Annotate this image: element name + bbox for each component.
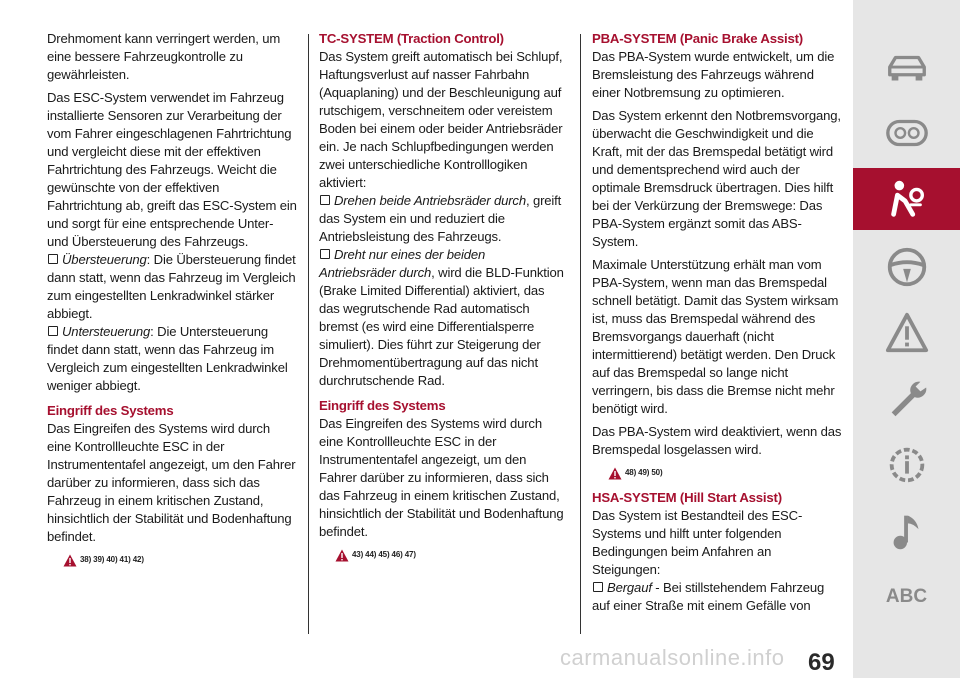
nav-warning[interactable] [853, 302, 960, 364]
nav-maintenance[interactable] [853, 368, 960, 430]
warning-refs: 48) 49) 50) [625, 468, 663, 477]
section-heading: Eingriff des Systems [319, 398, 446, 413]
nav-safety[interactable] [853, 168, 960, 230]
dashboard-icon [884, 110, 930, 156]
page-number: 69 [808, 649, 835, 676]
bullet-term: Drehen beide Antriebsräder durch [334, 193, 526, 208]
paragraph: Das System erkennt den Notbremsvorgang, überwacht die Geschwindigkeit und die Kraft, mit der das Bremspedal betätigt wird und dementsprechend wird auch der optimale Bremsdruck übertragen. Dies hilft bei der Verkürzung der Bremswege: Das PBA-System ergänzt somit das ABS-System. [592, 108, 841, 249]
warning-refs: 43) 44) 45) 46) 47) [352, 550, 416, 559]
text-column-1 [47, 30, 297, 569]
warning-triangle-icon [63, 554, 77, 567]
checkbox-bullet-icon [48, 254, 58, 264]
bullet-text: , wird die BLD-Funktion (Brake Limited Differential) aktiviert, das das wegrutschende Rad automatisch bremst (es wird eine Differentialsperre simuliert). Dies führt zur Steigerung der Drehmomentübertragung auf das nicht durchrutschende Rad. [319, 265, 564, 388]
paragraph: Das PBA-System wird deaktiviert, wenn das Bremspedal losgelassen wird. [592, 424, 842, 457]
checkbox-bullet-icon [320, 249, 330, 259]
checkbox-bullet-icon [593, 582, 603, 592]
warning-icon [884, 310, 930, 356]
bullet-item [47, 323, 297, 395]
paragraph: Das System greift automatisch bei Schlupf, Haftungsverlust auf nasser Fahrbahn (Aquaplaning) und der Beschleunigung auf rutschigem, verschneitem oder vereistem Boden bei einem oder beider Antriebsräder ein. Je nach Schlupfbedingungen werden zwei unterschiedliche Kontrolllogiken aktiviert: [319, 49, 563, 190]
paragraph: Das ESC-System verwendet im Fahrzeug installierte Sensoren zur Verarbeitung der vom Fahrer eingeschlagenen Fahrtrichtung und vergleicht diese mit der effektiven Fahrtrichtung des Fahrzeugs. Weicht die gewünschte von der effektiven Fahrtrichtung ab, greift das ESC-System ein und sorgt für eine entsprechende Unter- und Übersteuerung des Fahrzeugs. [47, 90, 297, 249]
chapter-sidebar [853, 0, 960, 678]
warning-reference[interactable] [592, 464, 842, 482]
paragraph: Das Eingreifen des Systems wird durch eine Kontrollleuchte ESC in der Instrumententafel angezeigt, um den Fahrer darüber zu informieren, dass sich das Fahrzeug in einem kritischen Zustand, hinsichtlich der Stabilität und Bodenhaftung befindet. [47, 421, 296, 544]
bullet-text: : Die Untersteuerung findet dann statt, wenn das Fahrzeug im Vergleich zum eingestellten Lenkradwinkel weniger abbiegt. [47, 324, 288, 393]
section-heading: TC-SYSTEM (Traction Control) [319, 31, 504, 46]
bullet-text: - Bei stillstehendem Fahrzeug auf einer Straße mit einem Gefälle von [592, 580, 825, 613]
warning-reference[interactable] [47, 551, 297, 569]
section-heading: PBA-SYSTEM (Panic Brake Assist) [592, 31, 803, 46]
music-note-icon [884, 508, 930, 554]
text-column-2 [319, 30, 564, 564]
column-divider [580, 34, 581, 634]
footer-watermark: carmanualsonline.info [560, 645, 785, 670]
checkbox-bullet-icon [320, 195, 330, 205]
warning-reference[interactable] [319, 546, 564, 564]
bullet-item [319, 246, 564, 390]
nav-steering[interactable] [853, 236, 960, 298]
nav-index[interactable] [853, 566, 960, 628]
paragraph: Das PBA-System wurde entwickelt, um die Bremsleistung des Fahrzeugs während einer Notbremsung zu optimieren. [592, 49, 835, 100]
nav-multimedia[interactable] [853, 500, 960, 562]
paragraph: Das System ist Bestandteil des ESC-Systems und hilft unter folgenden Bedingungen beim Anfahren an Steigungen: [592, 508, 803, 577]
section-heading: HSA-SYSTEM (Hill Start Assist) [592, 490, 782, 505]
bullet-text: : Die Übersteuerung findet dann statt, wenn das Fahrzeug im Vergleich zum eingestellten Lenkradwinkel stärker abbiegt. [47, 252, 296, 321]
warning-refs: 38) 39) 40) 41) 42) [80, 555, 144, 564]
bullet-text: , greift das System ein und reduziert die Antriebsleistung des Fahrzeugs. [319, 193, 562, 244]
abc-index-label: ABC [885, 586, 928, 607]
car-icon [884, 46, 930, 92]
bullet-term: Untersteuerung [62, 324, 151, 339]
section-heading: Eingriff des Systems [47, 403, 174, 418]
checkbox-bullet-icon [48, 326, 58, 336]
gear-info-icon [884, 442, 930, 488]
steering-wheel-icon [884, 244, 930, 290]
paragraph: Maximale Unterstützung erhält man vom PBA-System, wenn man das Bremspedal schnell betätigt. Damit das System wirksam ist, muss das Bremspedal während des Bremsvorgangs dauerhaft (nicht intermittierend) betätigt werden. Den Druck auf das Bremspedal so lange nicht verringern, bis dass die Bremse nicht mehr benötigt wird. [592, 257, 839, 416]
paragraph: Drehmoment kann verringert werden, um eine bessere Fahrzeugkontrolle zu gewährleisten. [47, 31, 281, 82]
bullet-item [319, 192, 564, 246]
paragraph: Das Eingreifen des Systems wird durch eine Kontrollleuchte ESC in der Instrumententafel angezeigt, um den Fahrer darüber zu informieren, dass sich das Fahrzeug in einem kritischen Zustand, hinsichtlich der Stabilität und Bodenhaftung befindet. [319, 416, 564, 539]
wrench-icon [884, 376, 930, 422]
bullet-term: Dreht nur eines der beiden Antriebsräder durch [319, 247, 486, 280]
bullet-item [47, 251, 297, 323]
nav-car[interactable] [853, 38, 960, 100]
column-divider [308, 34, 309, 634]
bullet-term: Übersteuerung [62, 252, 147, 267]
text-column-3 [592, 30, 842, 615]
bullet-item [592, 579, 842, 615]
nav-technical-data[interactable] [853, 434, 960, 496]
safety-airbag-icon [884, 176, 930, 222]
warning-triangle-icon [335, 549, 349, 562]
bullet-term: Bergauf [607, 580, 652, 595]
warning-triangle-icon [608, 467, 622, 480]
nav-dashboard[interactable] [853, 102, 960, 164]
